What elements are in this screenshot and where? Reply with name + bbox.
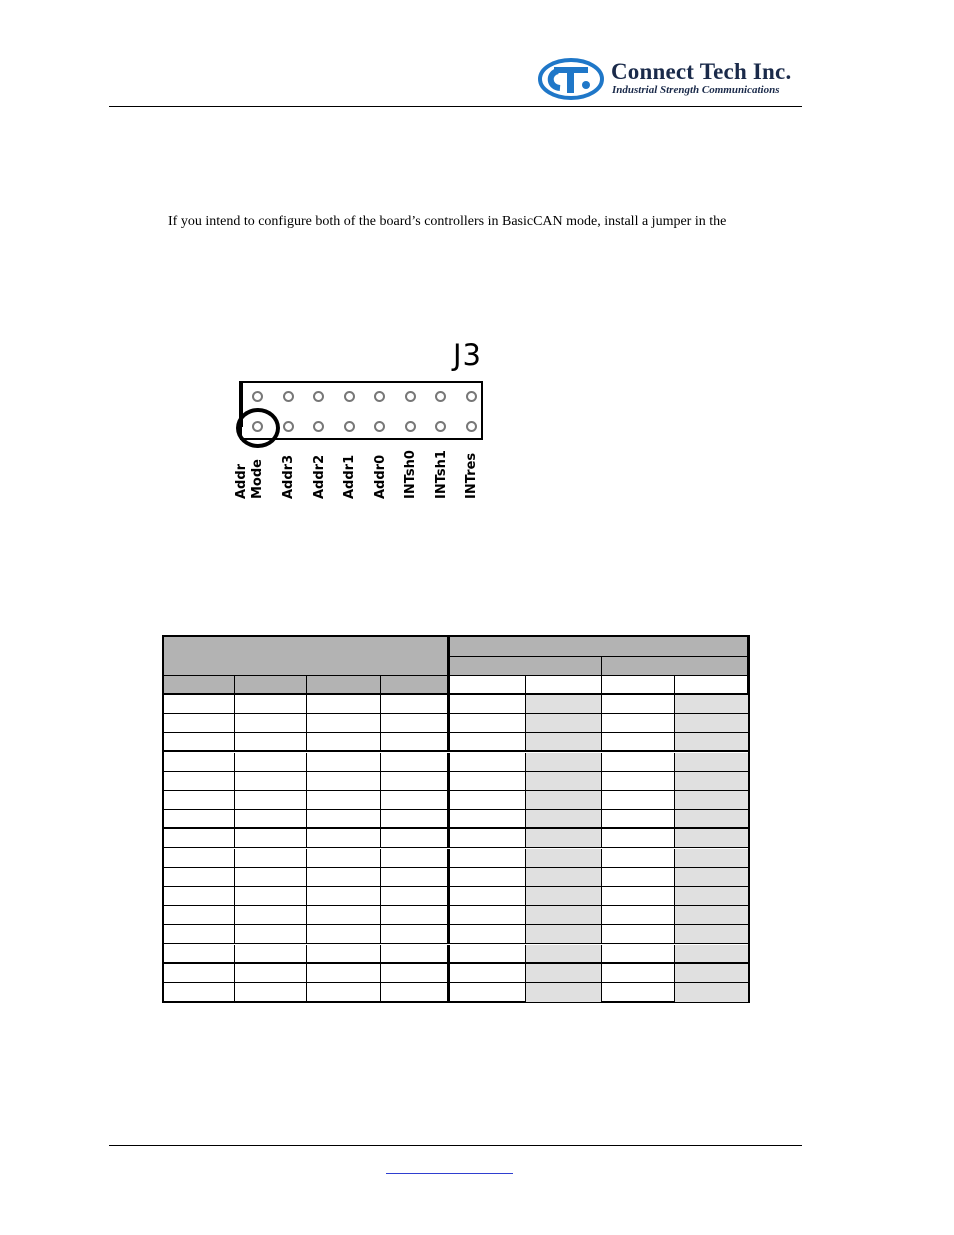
table-cell — [235, 714, 307, 733]
table-cell — [164, 887, 235, 906]
table-cell — [602, 753, 675, 772]
table-cell — [450, 945, 526, 964]
table-cell — [164, 791, 235, 810]
table-cell — [235, 849, 307, 868]
table-cell — [381, 733, 450, 752]
header-subcell — [450, 657, 602, 676]
table-cell — [675, 868, 748, 887]
table-cell — [602, 925, 675, 944]
table-cell — [526, 772, 602, 791]
table-cell — [526, 945, 602, 964]
table-cell — [675, 810, 748, 829]
table-cell — [526, 906, 602, 925]
table-cell — [164, 925, 235, 944]
table-cell — [164, 945, 235, 964]
table-cell — [307, 714, 381, 733]
body-paragraph: If you intend to configure both of the board’s controllers in BasicCAN mode, install a jumper in the — [168, 214, 727, 229]
table-cell — [450, 791, 526, 810]
table-row — [164, 887, 748, 906]
table-cell — [675, 714, 748, 733]
table-cell — [526, 829, 602, 848]
table-cell — [307, 829, 381, 848]
header-pin — [313, 421, 324, 432]
pin-label: INTres — [464, 452, 479, 499]
table-cell — [602, 714, 675, 733]
header-pin — [374, 421, 385, 432]
table-cell — [307, 925, 381, 944]
header-pin — [252, 391, 263, 402]
table-cell — [381, 714, 450, 733]
table-cell — [526, 753, 602, 772]
table-cell — [450, 714, 526, 733]
table-cell — [381, 925, 450, 944]
table-cell — [307, 868, 381, 887]
table-cell — [307, 733, 381, 752]
table-cell — [381, 964, 450, 983]
table-cell — [675, 791, 748, 810]
table-cell — [235, 964, 307, 983]
table-row — [164, 695, 748, 714]
cti-logo-icon — [538, 57, 604, 101]
table-cell — [381, 906, 450, 925]
header-pin — [344, 421, 355, 432]
header-pin — [283, 391, 294, 402]
header-pin — [435, 391, 446, 402]
table-cell — [526, 964, 602, 983]
table-cell — [675, 733, 748, 752]
table-cell — [602, 772, 675, 791]
table-cell — [164, 829, 235, 848]
table-cell — [450, 810, 526, 829]
header-pin — [405, 391, 416, 402]
table-row — [164, 810, 748, 829]
table-cell — [675, 849, 748, 868]
table-cell — [450, 772, 526, 791]
company-tagline: Industrial Strength Communications — [612, 84, 780, 96]
table-cell — [381, 791, 450, 810]
table-row — [164, 714, 748, 733]
table-row — [164, 906, 748, 925]
table-cell — [526, 868, 602, 887]
table-cell — [602, 887, 675, 906]
table-cell — [675, 964, 748, 983]
table-cell — [307, 849, 381, 868]
table-cell — [164, 849, 235, 868]
table-cell — [675, 887, 748, 906]
table-row — [164, 791, 748, 810]
jumper-diagram — [230, 338, 500, 508]
table-cell — [235, 772, 307, 791]
table-cell — [602, 945, 675, 964]
table-cell — [307, 753, 381, 772]
table-cell — [526, 849, 602, 868]
table-cell — [450, 829, 526, 848]
table-cell — [526, 733, 602, 752]
table-cell — [381, 772, 450, 791]
table-cell — [381, 887, 450, 906]
table-cell — [526, 925, 602, 944]
header-cell-left — [164, 637, 450, 676]
table-cell — [675, 925, 748, 944]
table-row — [164, 868, 748, 887]
table-cell — [450, 733, 526, 752]
pin-label: Addr — [234, 463, 249, 499]
header-column-cell — [450, 676, 526, 695]
table-cell — [235, 945, 307, 964]
table-cell — [307, 810, 381, 829]
table-cell — [381, 810, 450, 829]
table-cell — [235, 925, 307, 944]
footer-link[interactable] — [386, 1157, 513, 1174]
table-row — [164, 829, 748, 848]
table-cell — [235, 753, 307, 772]
company-name: Connect Tech Inc. — [611, 59, 792, 84]
header-column-cell — [307, 676, 381, 695]
table-row — [164, 964, 748, 983]
table-cell — [235, 733, 307, 752]
header-cell-right — [450, 637, 748, 657]
table-cell — [450, 887, 526, 906]
table-cell — [526, 695, 602, 714]
table-cell — [602, 810, 675, 829]
table-cell — [164, 733, 235, 752]
table-cell — [164, 810, 235, 829]
table-cell — [235, 983, 307, 1002]
table-cell — [602, 829, 675, 848]
table-cell — [307, 887, 381, 906]
table-cell — [164, 772, 235, 791]
table-header-row — [164, 676, 748, 695]
jumper-icon — [236, 408, 280, 448]
header-pin — [466, 421, 477, 432]
pin-label: INTsh0 — [403, 450, 418, 499]
table-header — [164, 637, 748, 676]
table-cell — [307, 695, 381, 714]
table-cell — [381, 695, 450, 714]
table-cell — [164, 714, 235, 733]
header-pin — [405, 421, 416, 432]
header-column-cell — [602, 676, 675, 695]
header-column-cell — [164, 676, 235, 695]
header-pin — [374, 391, 385, 402]
table-cell — [602, 906, 675, 925]
table-cell — [602, 733, 675, 752]
table-cell — [602, 868, 675, 887]
table-cell — [675, 772, 748, 791]
pin-label: INTsh1 — [433, 450, 449, 499]
table-row — [164, 733, 748, 752]
table-cell — [602, 849, 675, 868]
table-cell — [675, 945, 748, 964]
table-cell — [235, 906, 307, 925]
header-pin — [283, 421, 294, 432]
table-cell — [381, 849, 450, 868]
table-cell — [307, 983, 381, 1002]
connector-label: J3 — [453, 338, 483, 372]
pin-label: Addr3 — [281, 454, 296, 499]
company-logo — [538, 57, 802, 101]
table-cell — [164, 906, 235, 925]
table-row — [164, 772, 748, 791]
table-row — [164, 945, 748, 964]
table-cell — [381, 753, 450, 772]
table-cell — [526, 810, 602, 829]
pin-label: Mode — [250, 459, 265, 499]
table-row — [164, 753, 748, 772]
table-cell — [675, 829, 748, 848]
table-cell — [235, 810, 307, 829]
table-cell — [235, 791, 307, 810]
header-pin — [313, 391, 324, 402]
table-cell — [450, 906, 526, 925]
table-cell — [526, 791, 602, 810]
table-cell — [307, 791, 381, 810]
table-cell — [675, 906, 748, 925]
table-row — [164, 925, 748, 944]
header-subcell — [602, 657, 748, 676]
table-cell — [307, 772, 381, 791]
table-cell — [602, 983, 675, 1002]
table-cell — [235, 695, 307, 714]
table-cell — [307, 945, 381, 964]
table-cell — [164, 868, 235, 887]
table-cell — [164, 753, 235, 772]
table-cell — [675, 753, 748, 772]
table-cell — [381, 868, 450, 887]
table-cell — [450, 964, 526, 983]
table-cell — [164, 964, 235, 983]
table-cell — [602, 791, 675, 810]
table-cell — [164, 695, 235, 714]
table-cell — [235, 887, 307, 906]
header-column-cell — [526, 676, 602, 695]
table-cell — [164, 983, 235, 1002]
table-cell — [450, 983, 526, 1002]
table-cell — [450, 925, 526, 944]
footer-rule — [109, 1145, 802, 1146]
table-cell — [235, 829, 307, 848]
table-cell — [526, 887, 602, 906]
header-pin — [344, 391, 355, 402]
table-cell — [307, 964, 381, 983]
table-cell — [526, 983, 602, 1002]
header-column-cell — [675, 676, 748, 695]
table-cell — [450, 868, 526, 887]
table-cell — [235, 868, 307, 887]
pin-label: Addr0 — [372, 454, 388, 499]
table-cell — [675, 695, 748, 714]
table-cell — [450, 849, 526, 868]
table-cell — [602, 964, 675, 983]
pin-label: Addr2 — [311, 454, 327, 499]
header-column-cell — [381, 676, 450, 695]
header-column-cell — [235, 676, 307, 695]
table-row — [164, 849, 748, 868]
table-row — [164, 983, 748, 1002]
header-rule — [109, 106, 802, 107]
pin-label: Addr1 — [342, 454, 357, 499]
table-cell — [381, 829, 450, 848]
table-cell — [381, 983, 450, 1002]
header-pin — [466, 391, 477, 402]
table-cell — [602, 695, 675, 714]
table-cell — [450, 695, 526, 714]
table-cell — [526, 714, 602, 733]
address-table — [162, 635, 750, 1003]
table-cell — [675, 983, 748, 1002]
table-cell — [307, 906, 381, 925]
table-cell — [381, 945, 450, 964]
table-cell — [450, 753, 526, 772]
header-pin — [435, 421, 446, 432]
